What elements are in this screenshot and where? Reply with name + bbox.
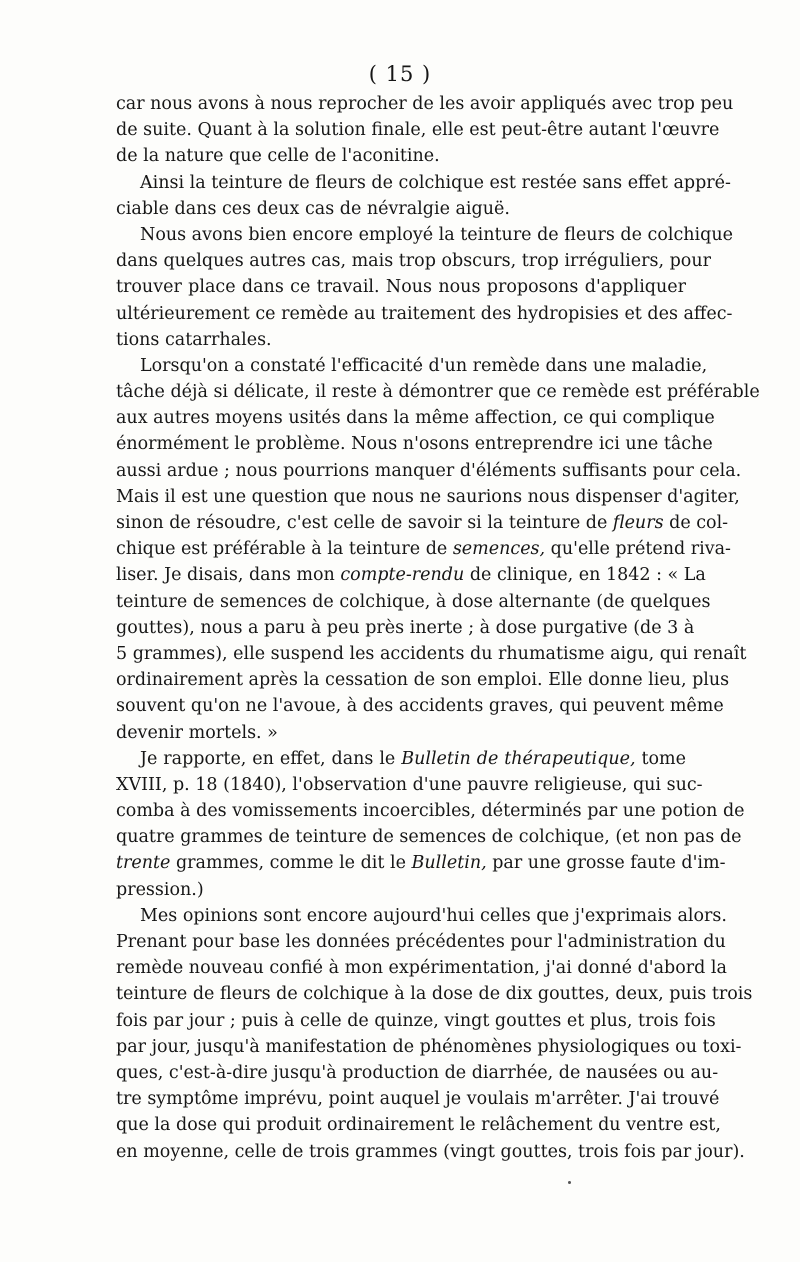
body-text	[116, 91, 760, 1165]
text-segment: Nous avons bien encore employé la teinture de fleurs de colchique	[140, 224, 733, 245]
text-segment: trouver place dans ce travail. Nous nous proposons d'appliquer	[116, 277, 686, 298]
paragraph	[116, 746, 745, 903]
text-line	[116, 379, 760, 405]
text-segment: remède nouveau confié à mon expérimentation, j'ai donné d'abord la	[116, 958, 727, 979]
text-line	[116, 1112, 721, 1138]
text-segment: souvent qu'on ne l'avoue, à des accidents graves, qui peuvent même	[116, 696, 724, 717]
text-line	[116, 667, 730, 693]
text-segment: tome	[635, 748, 686, 769]
text-segment: par une grosse faute d'im-	[486, 853, 726, 874]
text-segment: chique est préférable à la teinture de	[116, 539, 453, 560]
ink-speck	[568, 1181, 571, 1184]
text-line	[116, 353, 708, 379]
text-line	[116, 1034, 742, 1060]
text-segment: que la dose qui produit ordinairement le relâchement du ventre est,	[116, 1115, 721, 1136]
text-line	[116, 929, 726, 955]
text-line	[116, 431, 713, 457]
text-segment: de suite. Quant à la solution finale, elle est peut-être autant l'œuvre	[116, 120, 720, 141]
text-line	[116, 484, 740, 510]
text-line	[116, 824, 742, 850]
text-line	[116, 746, 686, 772]
text-line	[116, 850, 726, 876]
text-line	[116, 248, 711, 274]
text-segment: car nous avons à nous reprocher de les avoir appliqués avec trop peu	[116, 94, 734, 114]
text-line	[116, 1139, 745, 1165]
text-segment: Prenant pour base les données précédentes pour l'administration du	[116, 932, 726, 952]
italic-text: trente	[116, 853, 171, 874]
italic-text: semences,	[452, 539, 546, 560]
text-line	[116, 589, 711, 615]
text-line	[116, 955, 727, 981]
text-segment: aux autres moyens usités dans la même affection, ce qui complique	[116, 408, 715, 429]
text-segment: Mes opinions sont encore aujourd'hui celles que j'exprimais alors.	[140, 905, 727, 926]
italic-text: compte-rendu	[340, 565, 465, 586]
italic-text: fleurs	[612, 513, 664, 533]
text-segment: XVIII, p. 18 (1840), l'observation d'une pauvre religieuse, qui suc-	[116, 774, 703, 795]
text-line	[116, 693, 724, 719]
text-line	[116, 720, 686, 746]
text-segment: ques, c'est-à-dire jusqu'à production de diarrhée, de nausées ou au-	[116, 1062, 719, 1083]
text-segment: Ainsi la teinture de fleurs de colchique est restée sans effet appré-	[140, 172, 731, 193]
text-line	[116, 798, 745, 824]
text-segment: Je rapporte, en effet, dans le	[140, 748, 402, 769]
italic-text: Bulletin,	[411, 853, 487, 874]
text-line	[116, 170, 731, 196]
text-segment: teinture de fleurs de colchique à la dose de dix gouttes, deux, puis trois	[116, 984, 753, 1005]
text-line	[116, 562, 706, 588]
paragraph	[116, 353, 760, 746]
text-segment: tâche déjà si délicate, il reste à démontrer que ce remède est préférable	[116, 382, 760, 403]
text-line	[116, 641, 747, 667]
text-segment: fois par jour ; puis à celle de quinze, vingt gouttes et plus, trois fois	[116, 1010, 716, 1031]
text-line	[116, 877, 686, 903]
text-segment: gouttes), nous a paru à peu près inerte ; à dose purgative (de 3 à	[116, 617, 695, 638]
text-segment: en moyenne, celle de trois grammes (vingt gouttes, trois fois par jour).	[116, 1141, 745, 1162]
text-segment: grammes, comme le dit le	[170, 853, 412, 874]
text-segment: énormément le problème. Nous n'osons entreprendre ici une tâche	[116, 434, 713, 455]
text-line	[116, 327, 686, 353]
text-segment: Mais il est une question que nous ne saurions nous dispenser d'agiter,	[116, 486, 740, 507]
paragraph	[116, 903, 753, 1165]
page-number: ( 15 )	[368, 62, 432, 86]
text-line	[116, 615, 695, 641]
text-segment: tre symptôme imprévu, point auquel je voulais m'arrêter. J'ai trouvé	[116, 1089, 720, 1110]
text-line	[116, 772, 703, 798]
text-segment: aussi ardue ; nous pourrions manquer d'éléments suffisants pour cela.	[116, 460, 742, 481]
text-segment: sinon de résoudre, c'est celle de savoir si la teinture de	[116, 513, 613, 533]
text-segment: 5 grammes), elle suspend les accidents du rhumatisme aigu, qui renaît	[116, 643, 747, 664]
paragraph	[116, 170, 731, 222]
text-line	[116, 1060, 719, 1086]
text-segment: dans quelques autres cas, mais trop obscurs, trop irréguliers, pour	[116, 251, 711, 272]
text-line	[116, 981, 753, 1007]
paragraph	[116, 91, 734, 170]
text-line	[116, 405, 715, 431]
text-line	[116, 536, 731, 562]
text-line	[116, 222, 733, 248]
text-segment: comba à des vomissements incoercibles, déterminés par une potion de	[116, 801, 745, 822]
text-segment: de clinique, en 1842 : « La	[464, 565, 706, 586]
text-line	[116, 143, 686, 169]
text-line	[116, 903, 727, 929]
text-segment: teinture de semences de colchique, à dose alternante (de quelques	[116, 591, 711, 612]
text-segment: de col-	[663, 513, 729, 533]
text-segment: ciable dans ces deux cas de névralgie aiguë.	[116, 198, 510, 219]
text-segment: devenir mortels. »	[116, 722, 278, 743]
text-segment: pression.)	[116, 879, 204, 900]
text-segment: par jour, jusqu'à manifestation de phénomènes physiologiques ou toxi-	[116, 1036, 742, 1057]
text-segment: quatre grammes de teinture de semences de colchique, (et non pas de	[116, 827, 742, 848]
text-segment: ultérieurement ce remède au traitement des hydropisies et des affec-	[116, 303, 733, 324]
text-segment: de la nature que celle de l'aconitine.	[116, 146, 440, 167]
text-segment: tions catarrhales.	[116, 329, 272, 350]
text-segment: Lorsqu'on a constaté l'efficacité d'un remède dans une maladie,	[140, 355, 708, 376]
text-segment: liser. Je disais, dans mon	[116, 565, 341, 586]
text-line	[116, 117, 720, 143]
italic-text: Bulletin de thérapeutique,	[401, 748, 636, 769]
text-line	[116, 1086, 720, 1112]
text-line	[116, 301, 733, 327]
text-line	[116, 510, 729, 536]
text-segment: ordinairement après la cessation de son emploi. Elle donne lieu, plus	[116, 670, 730, 691]
text-line	[116, 274, 686, 300]
text-segment: qu'elle prétend riva-	[545, 539, 731, 560]
text-line	[116, 91, 734, 117]
text-line	[116, 196, 686, 222]
paragraph	[116, 222, 733, 353]
text-line	[116, 458, 742, 484]
text-line	[116, 1008, 716, 1034]
